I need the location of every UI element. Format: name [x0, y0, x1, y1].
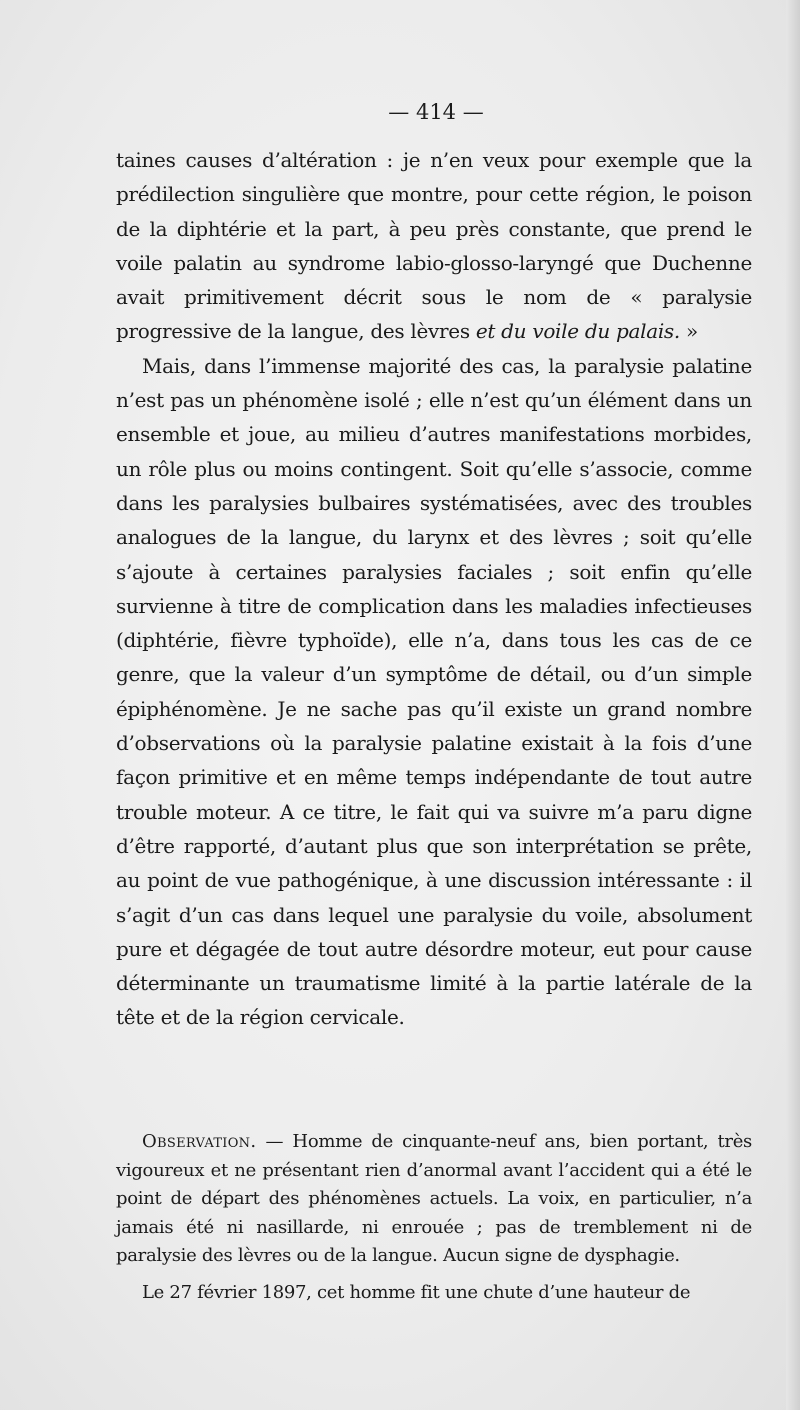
- observation-paragraph-2: Le 27 février 1897, cet homme fit une chute d’une hauteur de: [142, 1281, 691, 1303]
- paragraph-1-text: taines causes d’altération : je n’en veux pour exemple que la prédilection singulière que montre, pour cette région, le poison de la diphtérie et la part, à peu près constante, que prend le voile palatin au syndrome labio-glosso-laryngé que Duchenne avait primitivement décrit sous le nom de « paralysie progressive de la langue, des lèvres: [116, 148, 752, 344]
- paragraph-2: Mais, dans l’immense majorité des cas, la paralysie palatine n’est pas un phénomène isolé ; elle n’est qu’un élément dans un ensemble et joue, au milieu d’autres manifestations morbides, un rôle plus ou moins contingent. Soit qu’elle s’associe, comme dans les paralysies bulbaires systématisées, avec des troubles analogues de la langue, du larynx et des lèvres ; soit qu’elle s’ajoute à certaines paralysies faciales ; soit enfin qu’elle survienne à titre de complication dans les maladies infectieuses (diphtérie, fièvre typhoïde), elle n’a, dans tous les cas de ce genre, que la valeur d’un symptôme de détail, ou d’un simple épiphénomène. Je ne sache pas qu’il existe un grand nombre d’observations où la paralysie palatine existait à la fois d’une façon primitive et en même temps indépendante de tout autre trouble moteur. A ce titre, le fait qui va suivre m’a paru digne d’être rapporté, d’autant plus que son interprétation se prête, au point de vue pathogénique, à une discussion intéressante : il s’agit d’un cas dans lequel une paralysie du voile, absolument pure et dégagée de tout autre désordre moteur, eut pour cause déterminante un traumatisme limité à la partie latérale de la tête et de la région cervicale.: [116, 353, 752, 1030]
- page-number: — 414 —: [388, 100, 484, 124]
- observation-paragraph-1: [116, 1128, 752, 1271]
- observation-block: [116, 1128, 752, 1308]
- observation-label: Observation.: [142, 1131, 257, 1152]
- paragraph-1-closing-quote: »: [679, 319, 698, 344]
- page-edge-shadow: [786, 0, 800, 1410]
- paragraph-1-italic: et du voile du palais.: [475, 319, 680, 344]
- main-text: [116, 143, 752, 1035]
- paragraph-continuation: [116, 143, 752, 349]
- observation-text: — Homme de cinquante-neuf ans, bien portant, très vigoureux et ne présentant rien d’anormal avant l’accident qui a été le point de départ des phénomènes actuels. La voix, en particulier, n’a jamais été ni nasillarde, ni enrouée ; pas de tremblement ni de paralysie des lèvres ou de la langue. Aucun signe de dysphagie.: [116, 1131, 752, 1267]
